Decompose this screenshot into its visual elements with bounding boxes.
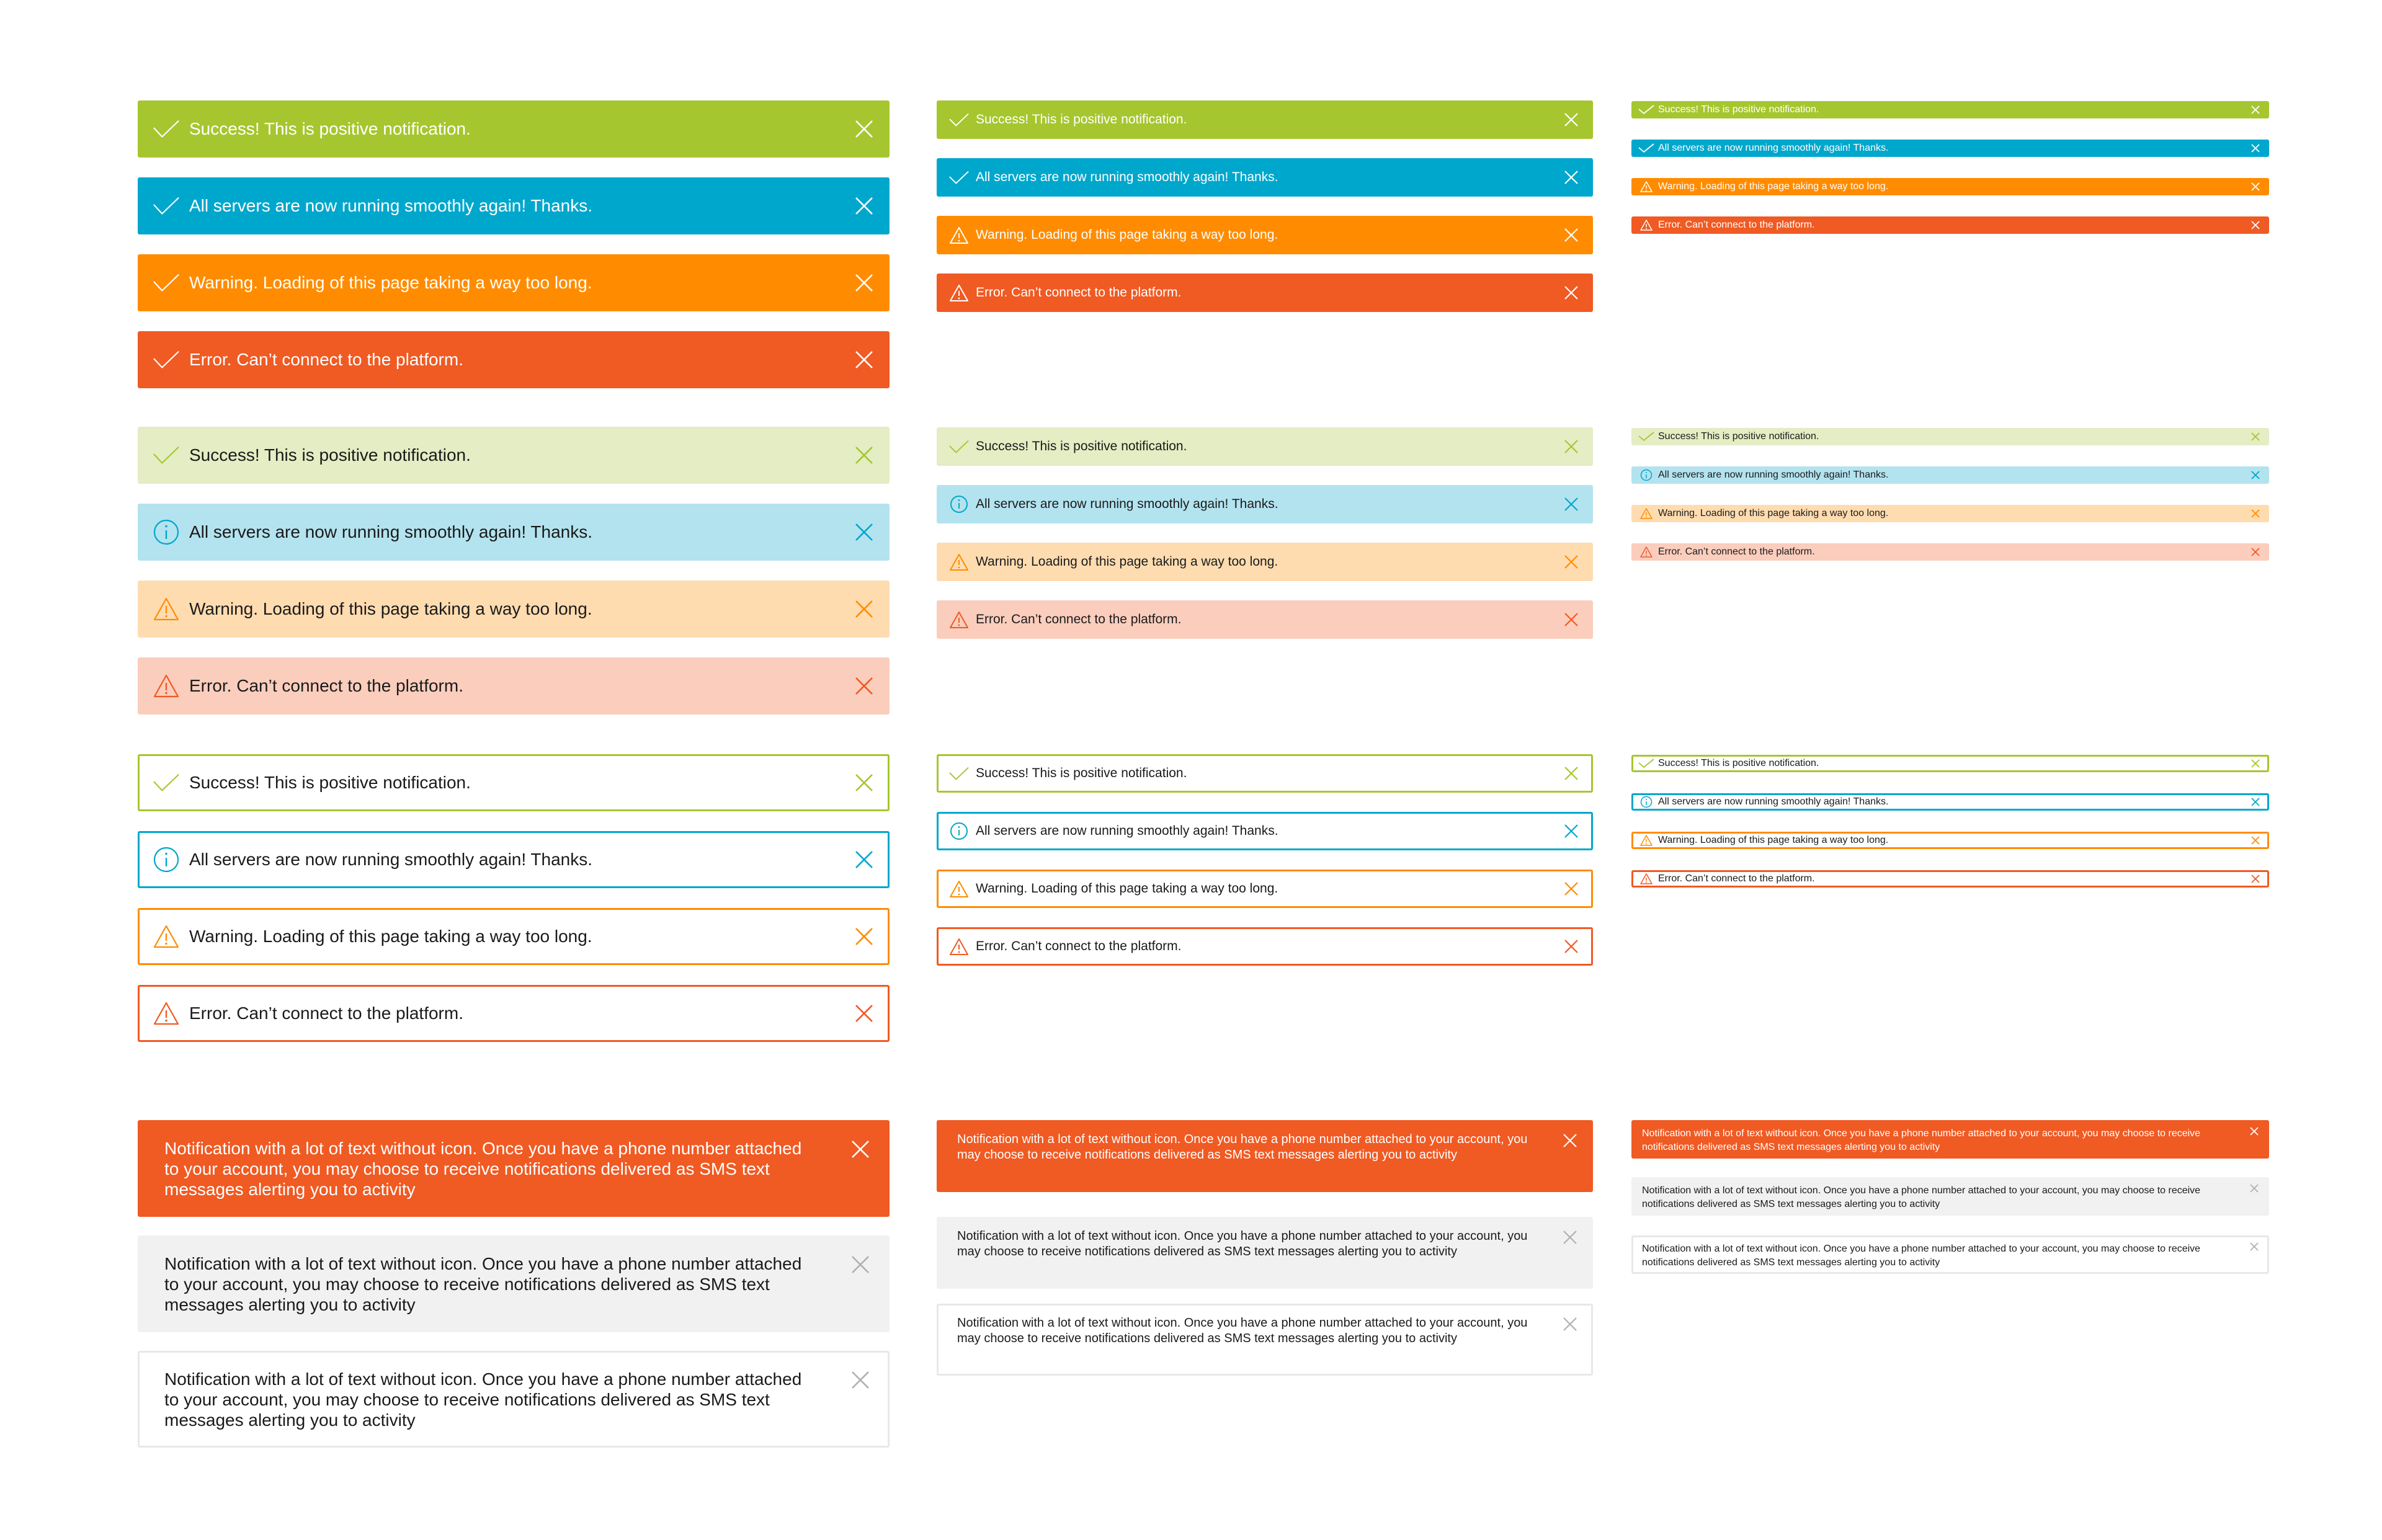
warning-icon — [152, 1001, 181, 1026]
notification-message: Success! This is positive notification. — [1658, 104, 1819, 115]
notification-long-gray — [138, 1235, 890, 1332]
close-icon[interactable] — [2251, 105, 2260, 114]
notification-message: Success! This is positive notification. — [1658, 758, 1819, 768]
notification-warning — [138, 581, 890, 638]
close-icon[interactable] — [1564, 285, 1579, 300]
notification-info — [1631, 793, 2269, 811]
warning-icon — [948, 880, 970, 898]
close-icon[interactable] — [854, 350, 874, 370]
notification-success — [1631, 101, 2269, 118]
notification-message: Notification with a lot of text without icon. Once you have a phone number attached to your account, you may choose to receive notifications delivered as SMS text messages alerting you to activity — [957, 1316, 1528, 1345]
notification-message: Error. Can’t connect to the platform. — [1658, 546, 1815, 557]
warning-icon — [948, 611, 970, 629]
notification-long-error — [138, 1120, 890, 1217]
notification-message: All servers are now running smoothly again! Thanks. — [189, 850, 593, 869]
notification-message: Warning. Loading of this page taking a way too long. — [189, 599, 592, 618]
close-icon[interactable] — [850, 1255, 870, 1275]
notification-message: Warning. Loading of this page taking a way too long. — [976, 228, 1278, 242]
notification-error — [937, 274, 1593, 312]
notification-warning — [1631, 178, 2269, 195]
check-icon — [948, 169, 970, 185]
close-icon[interactable] — [2251, 548, 2260, 556]
notification-message: Success! This is positive notification. — [189, 773, 471, 792]
notification-info — [937, 158, 1593, 197]
check-icon — [1638, 143, 1654, 153]
notification-warning — [937, 870, 1593, 908]
close-icon[interactable] — [854, 850, 874, 870]
notification-message: Warning. Loading of this page taking a way too long. — [189, 273, 592, 292]
notification-error — [1631, 870, 2269, 888]
notification-success — [138, 754, 890, 811]
close-icon[interactable] — [1564, 112, 1579, 127]
notification-success — [138, 100, 890, 158]
close-icon[interactable] — [2251, 836, 2260, 845]
close-icon[interactable] — [854, 273, 874, 293]
notification-message: Success! This is positive notification. — [976, 439, 1187, 453]
notification-error — [1631, 543, 2269, 561]
warning-icon — [1638, 181, 1654, 192]
warning-icon — [948, 553, 970, 571]
close-icon[interactable] — [1564, 939, 1579, 954]
notification-error — [1631, 216, 2269, 234]
notification-success — [937, 427, 1593, 466]
notification-info — [138, 177, 890, 234]
close-icon[interactable] — [1564, 824, 1579, 839]
notification-message: All servers are now running smoothly again! Thanks. — [1658, 143, 1889, 153]
check-icon — [1638, 759, 1654, 768]
notification-message: All servers are now running smoothly again! Thanks. — [1658, 470, 1889, 480]
close-icon[interactable] — [2251, 471, 2260, 479]
notification-message: Notification with a lot of text without icon. Once you have a phone number attached to your account, you may choose to receive notifications delivered as SMS text messages alerting you to activity — [164, 1254, 802, 1314]
notification-message: Notification with a lot of text without icon. Once you have a phone number attached to your account, you may choose to receive notifications delivered as SMS text messages alerting you to activity — [1642, 1185, 2201, 1209]
notification-message: All servers are now running smoothly again! Thanks. — [976, 170, 1278, 184]
check-icon — [1638, 105, 1654, 115]
warning-icon — [152, 674, 181, 698]
notification-message: Error. Can’t connect to the platform. — [189, 1004, 463, 1023]
check-icon — [152, 444, 181, 466]
notification-success — [937, 754, 1593, 793]
check-icon — [152, 118, 181, 140]
check-icon — [152, 272, 181, 294]
check-icon — [152, 772, 181, 794]
notification-warning — [138, 908, 890, 965]
warning-icon — [1638, 508, 1654, 519]
close-icon[interactable] — [1564, 612, 1579, 627]
check-icon — [948, 112, 970, 128]
info-icon — [152, 519, 181, 546]
close-icon[interactable] — [850, 1139, 870, 1159]
notification-message: Notification with a lot of text without icon. Once you have a phone number attached to your account, you may choose to receive notifications delivered as SMS text messages alerting you to activity — [164, 1139, 802, 1199]
notification-warning — [937, 543, 1593, 581]
close-icon[interactable] — [854, 927, 874, 946]
notification-info — [937, 485, 1593, 523]
close-icon[interactable] — [1564, 554, 1579, 569]
notification-info — [138, 831, 890, 888]
notification-info — [937, 812, 1593, 850]
close-icon[interactable] — [1564, 881, 1579, 896]
close-icon[interactable] — [854, 196, 874, 216]
notification-message: Success! This is positive notification. — [189, 445, 471, 465]
notification-warning — [1631, 505, 2269, 522]
notification-long-gray — [937, 1217, 1593, 1289]
notification-long-error — [937, 1120, 1593, 1192]
close-icon[interactable] — [854, 676, 874, 696]
warning-icon — [948, 284, 970, 302]
close-icon[interactable] — [854, 522, 874, 542]
info-icon — [948, 822, 970, 840]
notification-info — [138, 504, 890, 561]
notification-long-gray — [1631, 1177, 2269, 1216]
notification-message: Success! This is positive notification. — [189, 119, 471, 138]
warning-icon — [152, 597, 181, 621]
close-icon[interactable] — [1564, 439, 1579, 454]
check-icon — [948, 765, 970, 781]
notification-message: Notification with a lot of text without icon. Once you have a phone number attached to your account, you may choose to receive notifications delivered as SMS text messages alerting you to activity — [1642, 1128, 2201, 1152]
close-icon[interactable] — [2250, 1184, 2259, 1193]
notification-long-error — [1631, 1120, 2269, 1159]
notification-message: Warning. Loading of this page taking a way too long. — [1658, 835, 1889, 845]
notification-info — [1631, 466, 2269, 484]
notification-message: Warning. Loading of this page taking a way too long. — [976, 881, 1278, 896]
notification-message: Error. Can’t connect to the platform. — [976, 939, 1182, 953]
close-icon[interactable] — [2251, 182, 2260, 191]
warning-icon — [152, 924, 181, 949]
close-icon[interactable] — [854, 119, 874, 139]
close-icon[interactable] — [1564, 170, 1579, 185]
notification-message: Notification with a lot of text without icon. Once you have a phone number attached to your account, you may choose to receive notifications delivered as SMS text messages alerting you to activity — [957, 1229, 1528, 1258]
notification-message: Warning. Loading of this page taking a way too long. — [1658, 508, 1889, 519]
notification-warning — [937, 216, 1593, 254]
notification-long-white — [138, 1351, 890, 1448]
notification-error — [138, 331, 890, 388]
notification-message: Notification with a lot of text without icon. Once you have a phone number attached to your account, you may choose to receive notifications delivered as SMS text messages alerting you to activity — [1642, 1244, 2201, 1268]
notification-error — [937, 927, 1593, 966]
notification-message: Warning. Loading of this page taking a way too long. — [976, 554, 1278, 569]
close-icon[interactable] — [854, 1004, 874, 1023]
notification-message: Notification with a lot of text without icon. Once you have a phone number attached to your account, you may choose to receive notifications delivered as SMS text messages alerting you to activity — [164, 1369, 802, 1430]
info-icon — [1638, 469, 1654, 481]
notification-success — [937, 100, 1593, 139]
notification-message: Error. Can’t connect to the platform. — [1658, 873, 1815, 884]
close-icon[interactable] — [1564, 766, 1579, 781]
close-icon[interactable] — [854, 599, 874, 619]
notification-message: Error. Can’t connect to the platform. — [189, 676, 463, 695]
notification-message: Success! This is positive notification. — [1658, 431, 1819, 442]
close-icon[interactable] — [2251, 509, 2260, 518]
notification-message: Success! This is positive notification. — [976, 766, 1187, 780]
close-icon[interactable] — [854, 773, 874, 793]
close-icon[interactable] — [2250, 1242, 2259, 1251]
notification-success — [138, 427, 890, 484]
notification-message: All servers are now running smoothly again! Thanks. — [976, 824, 1278, 838]
close-icon[interactable] — [2251, 875, 2260, 883]
close-icon[interactable] — [2251, 798, 2260, 806]
close-icon[interactable] — [2251, 221, 2260, 229]
notification-success — [1631, 428, 2269, 445]
close-icon[interactable] — [1563, 1133, 1577, 1148]
warning-icon — [948, 938, 970, 956]
warning-icon — [1638, 546, 1654, 558]
notification-long-white — [1631, 1235, 2269, 1274]
close-icon[interactable] — [2251, 144, 2260, 153]
notification-message: All servers are now running smoothly again! Thanks. — [189, 196, 593, 215]
warning-icon — [1638, 873, 1654, 884]
notification-message: Warning. Loading of this page taking a way too long. — [189, 927, 592, 946]
close-icon[interactable] — [2251, 432, 2260, 441]
notification-message: Notification with a lot of text without icon. Once you have a phone number attached to your account, you may choose to receive notifications delivered as SMS text messages alerting you to activity — [957, 1133, 1528, 1162]
notification-message: All servers are now running smoothly again! Thanks. — [976, 497, 1278, 511]
notification-message: Error. Can’t connect to the platform. — [189, 350, 463, 369]
info-icon — [948, 495, 970, 514]
notification-warning — [1631, 832, 2269, 849]
info-icon — [152, 846, 181, 873]
notification-success — [1631, 755, 2269, 772]
notification-warning — [138, 254, 890, 311]
warning-icon — [948, 226, 970, 244]
warning-icon — [1638, 835, 1654, 846]
notification-error — [138, 657, 890, 714]
info-icon — [1638, 796, 1654, 808]
close-icon[interactable] — [1563, 1317, 1577, 1332]
warning-icon — [1638, 220, 1654, 231]
notification-message: Error. Can’t connect to the platform. — [976, 612, 1182, 626]
check-icon — [152, 195, 181, 217]
notification-message: Error. Can’t connect to the platform. — [976, 285, 1182, 300]
close-icon[interactable] — [1564, 228, 1579, 243]
notification-message: Error. Can’t connect to the platform. — [1658, 220, 1815, 230]
check-icon — [152, 349, 181, 371]
close-icon[interactable] — [850, 1370, 870, 1390]
notification-long-white — [937, 1304, 1593, 1376]
close-icon[interactable] — [1564, 497, 1579, 512]
close-icon[interactable] — [2251, 759, 2260, 768]
check-icon — [1638, 432, 1654, 442]
close-icon[interactable] — [2250, 1127, 2259, 1136]
close-icon[interactable] — [854, 445, 874, 465]
notification-message: All servers are now running smoothly again! Thanks. — [189, 522, 593, 541]
notification-error — [937, 600, 1593, 639]
close-icon[interactable] — [1563, 1230, 1577, 1245]
notification-message: All servers are now running smoothly again! Thanks. — [1658, 796, 1889, 807]
notification-info — [1631, 140, 2269, 157]
notification-error — [138, 985, 890, 1042]
notification-message: Warning. Loading of this page taking a way too long. — [1658, 181, 1889, 192]
notification-message: Success! This is positive notification. — [976, 112, 1187, 127]
check-icon — [948, 438, 970, 455]
